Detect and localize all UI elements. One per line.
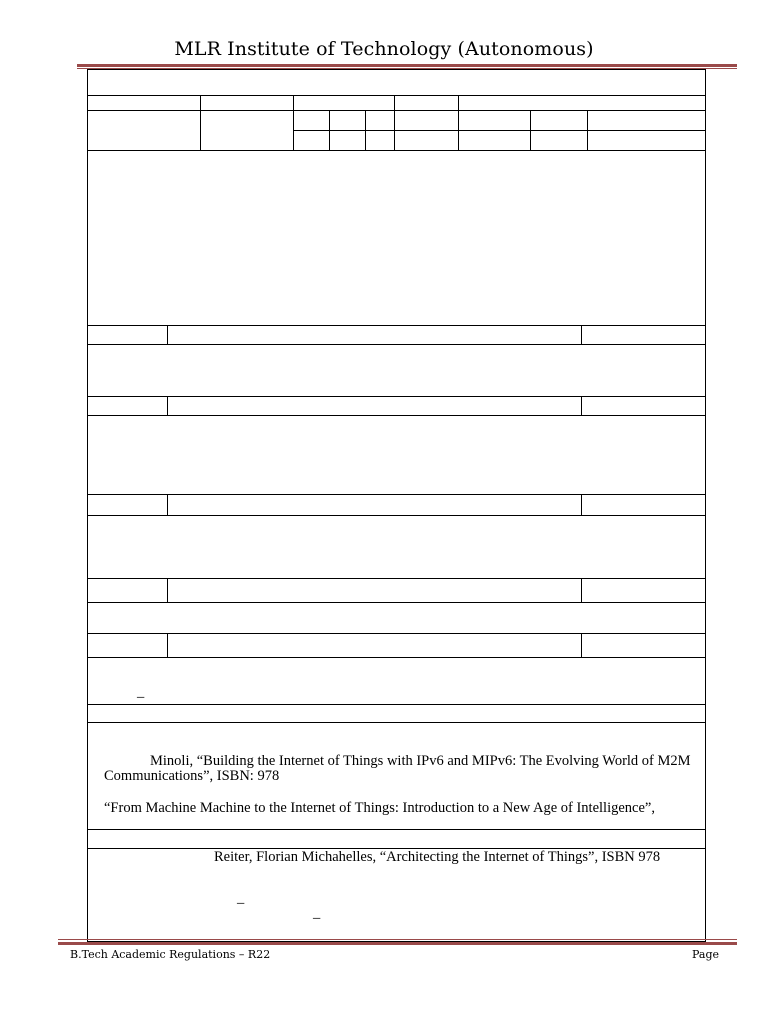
footer-page-label: Page [692,948,720,961]
unit-row-top [87,396,706,397]
footer-rule-thick [58,942,737,945]
unit-col-divider [167,325,168,344]
dash-mark: – [137,689,145,705]
unit-row-bottom [87,602,706,603]
textbook-ref-1-line1: Minoli, “Building the Internet of Things with IPv6 and MIPv6: The Evolving World of M2M [150,753,691,769]
footer-regulations: B.Tech Academic Regulations – R22 [70,948,271,961]
unit-col-divider [167,396,168,415]
table-col-divider [587,110,588,150]
unit-col-divider [581,396,582,415]
unit-row-bottom [87,657,706,658]
table-col-divider [365,110,366,150]
section-divider [87,704,706,705]
unit-row-top [87,633,706,634]
header-rule-thick [77,64,737,67]
table-row-divider [87,95,706,96]
table-col-divider [458,95,459,150]
table-row-divider [87,110,706,111]
unit-col-divider [581,494,582,515]
table-row-divider [293,130,706,131]
unit-row-top [87,325,706,326]
table-col-divider [293,95,294,150]
unit-col-divider [167,633,168,657]
dash-mark: – [313,910,321,926]
table-col-divider [200,95,201,150]
table-col-divider [530,110,531,150]
unit-row-bottom [87,515,706,516]
reference-book-1: Reiter, Florian Michahelles, “Architecting the Internet of Things”, ISBN 978 [214,849,661,865]
dash-mark: – [237,895,245,911]
textbook-ref-2: “From Machine Machine to the Internet of Things: Introduction to a New Age of Intelligence”, [104,800,655,816]
unit-col-divider [581,633,582,657]
section-divider [87,722,706,723]
unit-row-bottom [87,344,706,345]
unit-col-divider [581,578,582,602]
unit-col-divider [581,325,582,344]
page-title: MLR Institute of Technology (Autonomous) [174,38,594,60]
unit-col-divider [167,578,168,602]
unit-row-bottom [87,415,706,416]
table-col-divider [329,110,330,150]
table-col-divider [394,95,395,150]
unit-col-divider [167,494,168,515]
section-divider [87,829,706,830]
footer-rule-thin [58,939,737,940]
textbook-ref-1-line2: Communications”, ISBN: 978 [104,768,280,784]
unit-row-top [87,578,706,579]
unit-row-top [87,494,706,495]
table-row-divider [87,150,706,151]
